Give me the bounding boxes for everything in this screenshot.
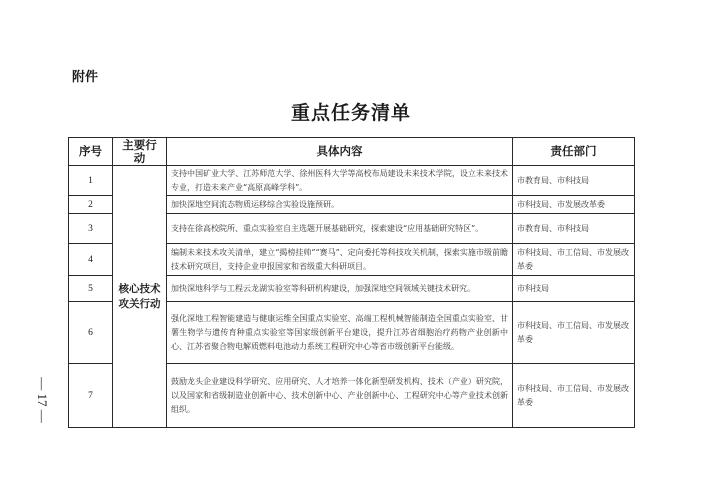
attachment-label: 附件 [72, 70, 99, 85]
row-content: 支持中国矿业大学、江苏师范大学、徐州医科大学等高校布局建设未来技术学院，设立未来技术专业，打造未来产业“高原高峰学科”。 [167, 166, 513, 196]
category-cell: 核心技术攻关行动 [113, 166, 167, 428]
row-department: 市科技局、市发展改革委 [513, 196, 635, 214]
row-index: 2 [69, 196, 113, 214]
row-index: 1 [69, 166, 113, 196]
row-index: 7 [69, 364, 113, 428]
table-header-row [69, 138, 635, 166]
row-department: 市教育局、市科技局 [513, 166, 635, 196]
row-content: 加快深地空间流态物质运移综合实验设施预研。 [167, 196, 513, 214]
header-content: 具体内容 [167, 138, 513, 166]
row-department: 市科技局、市工信局、市发展改革委 [513, 244, 635, 276]
header-index: 序号 [69, 138, 113, 166]
table-row [69, 166, 635, 196]
row-department: 市科技局、市工信局、市发展改革委 [513, 302, 635, 364]
page-number-text: — 17 — [35, 377, 50, 423]
row-department: 市科技局 [513, 276, 635, 302]
page-number [30, 374, 54, 426]
row-content: 支持在徐高校院所、重点实验室自主选题开展基础研究，探索建设“应用基础研究特区”。 [167, 214, 513, 244]
row-department: 市科技局、市工信局、市发展改革委 [513, 364, 635, 428]
document-title: 重点任务清单 [290, 102, 411, 124]
row-content: 鼓励龙头企业建设科学研究、应用研究、人才培养一体化新型研发机构、技术（产业）研究院，以及国家和省级制造业创新中心、技术创新中心、产业创新中心、工程研究中心等产业技术创新组织。 [167, 364, 513, 428]
row-index: 5 [69, 276, 113, 302]
header-department: 责任部门 [513, 138, 635, 166]
row-department: 市教育局、市科技局 [513, 214, 635, 244]
row-content: 强化深地工程智能建造与健康运维全国重点实验室、高端工程机械智能制造全国重点实验室、甘薯生物学与遗传育种重点实验室等国家级创新平台建设，提升江苏省细胞治疗药物产业创新中心、江苏省聚合物电解质燃料电池动力系统工程研究中心等省市级创新平台能级。 [167, 302, 513, 364]
row-index: 3 [69, 214, 113, 244]
row-content: 编制未来技术攻关清单，建立“揭榜挂帅”“赛马”、定向委托等科技攻关机制，探索实施市级前瞻技术研究项目，支持企业申报国家和省级重大科研项目。 [167, 244, 513, 276]
row-index: 4 [69, 244, 113, 276]
row-content: 加快深地科学与工程云龙湖实验室等科研机构建设，加强深地空间领域关键技术研究。 [167, 276, 513, 302]
header-category: 主要行动 [113, 138, 167, 166]
row-index: 6 [69, 302, 113, 364]
task-table [68, 137, 635, 428]
